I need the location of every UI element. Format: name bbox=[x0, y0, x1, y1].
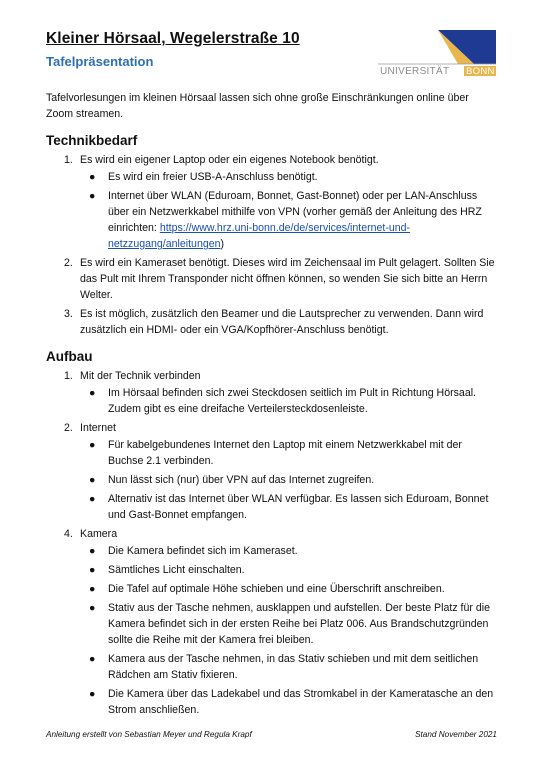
technik-list bbox=[46, 152, 498, 338]
bullet-icon: ● bbox=[89, 493, 96, 505]
bullet-item: ● Nun lässt sich (nur) über VPN auf das Internet zugreifen. bbox=[89, 474, 375, 486]
list-item bbox=[46, 526, 498, 718]
list-item bbox=[46, 152, 498, 252]
list-number: 1. bbox=[64, 370, 73, 382]
bullet-item: ● Stativ aus der Tasche nehmen, ausklappen und aufstellen. Der beste Platz für die Kamera befindet sich in der ersten Reihe bei Platz 006. Aus Brandschutzgründen sollte die Reihe mit der Kamera frei bleiben. bbox=[89, 602, 491, 646]
footer-date: Stand November 2021 bbox=[415, 730, 497, 739]
list-item-text: Internet bbox=[80, 422, 116, 434]
bullet-icon: ● bbox=[89, 545, 96, 557]
bullet-list bbox=[80, 543, 498, 718]
list-number: 4. bbox=[64, 528, 73, 540]
bullet-item: ● Es wird ein freier USB-A-Anschluss benötigt. bbox=[89, 171, 318, 183]
intro-paragraph: Tafelvorlesungen im kleinen Hörsaal lassen sich ohne große Einschränkungen online über Zoom streamen. bbox=[46, 92, 469, 120]
bullet-item: ● Im Hörsaal befinden sich zwei Steckdosen seitlich im Pult in Richtung Hörsaal. Zudem gibt es eine dreifache Verteilersteckdosenleiste. bbox=[89, 387, 477, 415]
bullet-icon: ● bbox=[89, 564, 96, 576]
bullet-icon: ● bbox=[89, 171, 96, 183]
bullet-icon: ● bbox=[89, 583, 96, 595]
bullet-list bbox=[80, 385, 498, 417]
bullet-icon: ● bbox=[89, 439, 96, 451]
list-item-text: Kamera bbox=[80, 528, 118, 540]
list-item-text: Es wird ein eigener Laptop oder ein eigenes Notebook benötigt. bbox=[80, 154, 379, 166]
university-logo bbox=[378, 28, 496, 76]
bullet-item: ● Die Kamera über das Ladekabel und das Stromkabel in der Kameratasche an den Strom anschließen. bbox=[89, 688, 494, 716]
bullet-icon: ● bbox=[89, 653, 96, 665]
section-heading-technikbedarf: Technikbedarf bbox=[46, 133, 138, 148]
bullet-icon: ● bbox=[89, 602, 96, 614]
bullet-icon: ● bbox=[89, 387, 96, 399]
bullet-item: ● Die Kamera befindet sich im Kameraset. bbox=[89, 545, 298, 557]
aufbau-list bbox=[46, 368, 498, 718]
page-title: Kleiner Hörsaal, Wegelerstraße 10 bbox=[46, 30, 300, 47]
list-item bbox=[46, 255, 498, 303]
list-number: 1. bbox=[64, 154, 73, 166]
bullet-item: ● Für kabelgebundenes Internet den Laptop mit einem Netzwerkkabel mit der Buchse 2.1 verbinden. bbox=[89, 439, 462, 467]
list-item-text: Mit der Technik verbinden bbox=[80, 370, 201, 382]
logo-text-right: BONN bbox=[466, 66, 495, 76]
bullet-icon: ● bbox=[89, 688, 96, 700]
list-item bbox=[46, 420, 498, 523]
list-number: 2. bbox=[64, 257, 73, 269]
list-item-text: Es wird ein Kameraset benötigt. Dieses wird im Zeichensaal im Pult gelagert. Sollten Sie das Pult mit Ihrem Transponder nicht öffnen können, so wenden Sie sich bitte an Herrn Welter. bbox=[80, 257, 495, 301]
logo-text-left: UNIVERSITÄT bbox=[380, 66, 450, 76]
bullet-icon: ● bbox=[89, 474, 96, 486]
bullet-list bbox=[80, 169, 498, 252]
document-body bbox=[46, 90, 498, 721]
bullet-list bbox=[80, 437, 498, 523]
list-item-text: Es ist möglich, zusätzlich den Beamer und die Lautsprecher zu verwenden. Dann wird zusätzlich ein HDMI- oder ein VGA/Kopfhörer-Anschluss benötigt. bbox=[80, 308, 484, 336]
list-item bbox=[46, 306, 498, 338]
footer-authors: Anleitung erstellt von Sebastian Meyer und Regula Krapf bbox=[46, 730, 252, 739]
bullet-item: ● Kamera aus der Tasche nehmen, in das Stativ schieben und mit dem seitlichen Rädchen am Stativ fixieren. bbox=[89, 653, 479, 681]
hrz-vpn-link[interactable]: https://www.hrz.uni-bonn.de/de/services/internet-und-netzzugang/anleitungen bbox=[108, 222, 411, 250]
list-number: 3. bbox=[64, 308, 73, 320]
bullet-item: ● Sämtliches Licht einschalten. bbox=[89, 564, 245, 576]
bullet-item: ● Die Tafel auf optimale Höhe schieben und eine Überschrift anschreiben. bbox=[89, 583, 445, 595]
page-subtitle: Tafelpräsentation bbox=[46, 54, 154, 69]
list-number: 2. bbox=[64, 422, 73, 434]
section-heading-aufbau: Aufbau bbox=[46, 349, 93, 364]
bullet-item: ● Internet über WLAN (Eduroam, Bonnet, Gast-Bonnet) oder per LAN-Anschluss über ein Netzwerkkabel mithilfe von VPN (vorher gemäß der Anleitung des HRZ einrichten: https://www.hrz.uni-bonn.de/de/services/internet-und-netzzugang/anleitungen) bbox=[89, 190, 482, 250]
bullet-icon: ● bbox=[89, 190, 96, 202]
list-item bbox=[46, 368, 498, 417]
bullet-item: ● Alternativ ist das Internet über WLAN verfügbar. Es lassen sich Eduroam, Bonnet und Gast-Bonnet empfangen. bbox=[89, 493, 489, 521]
